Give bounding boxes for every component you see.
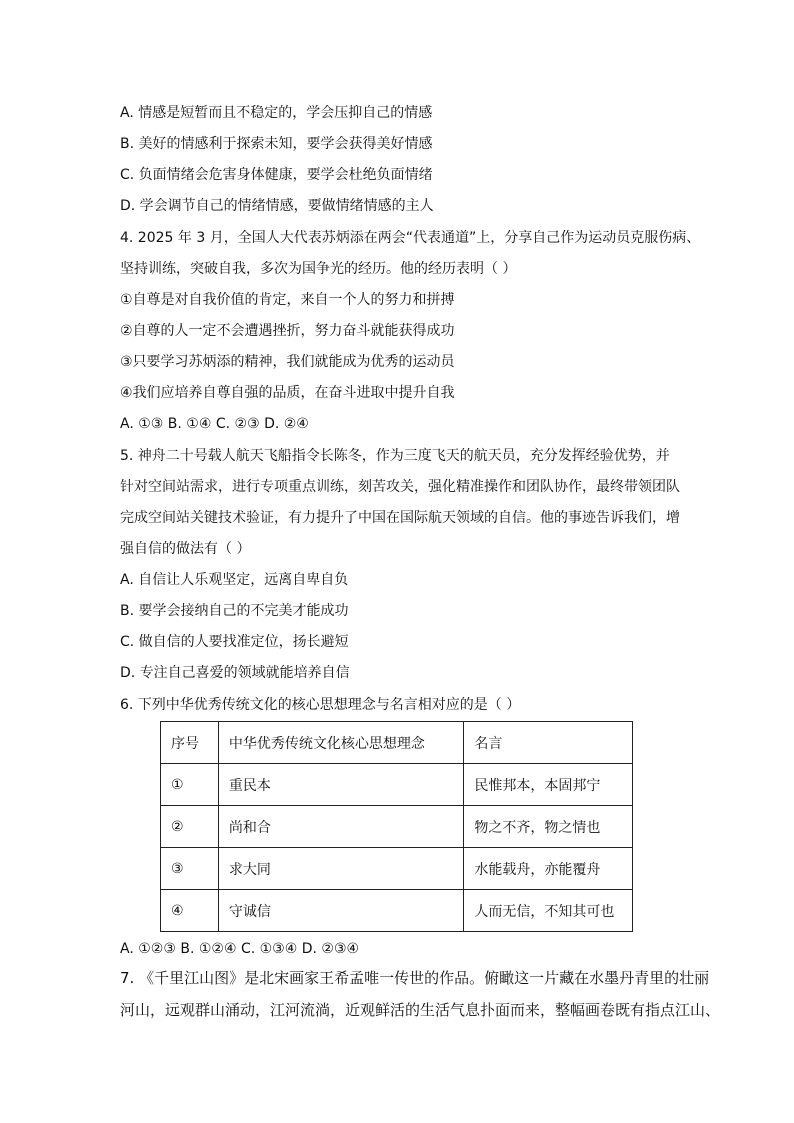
table-cell: ③ xyxy=(161,848,219,890)
q5-stem-line-2: 针对空间站需求，进行专项重点训练，刻苦攻关，强化精准操作和团队协作，最终带领团队 xyxy=(120,479,680,495)
q7-stem-line-1: 7. 《千里江山图》是北宋画家王希孟唯一传世的作品。俯瞰这一片藏在水墨丹青里的壮丽 xyxy=(120,969,710,987)
table-header-row xyxy=(161,722,633,764)
table-cell: 物之不齐，物之情也 xyxy=(464,806,633,848)
q5-stem-line-4: 强自信的做法有（ ） xyxy=(120,541,251,557)
q5-stem-line-1: 5. 神舟二十号载人航天飞船指令长陈冬，作为三度飞天的航天员，充分发挥经验优势，并 xyxy=(120,448,670,464)
table-header-cell: 名言 xyxy=(464,722,633,764)
q5-option-c: C. 做自信的人要找准定位，扬长避短 xyxy=(120,634,349,650)
q4-statement-3: ③只要学习苏炳添的精神，我们就能成为优秀的运动员 xyxy=(120,354,455,370)
table-row xyxy=(161,764,633,806)
q4-options: A. ①③ B. ①④ C. ②③ D. ②④ xyxy=(120,416,309,432)
table-cell: 民惟邦本，本固邦宁 xyxy=(464,764,633,806)
q3-option-a: A. 情感是短暂而且不稳定的，学会压抑自己的情感 xyxy=(120,105,433,121)
q3-option-c: C. 负面情绪会危害身体健康，要学会杜绝负面情绪 xyxy=(120,167,433,183)
q5-stem-line-3: 完成空间站关键技术验证，有力提升了中国在国际航天领域的自信。他的事迹告诉我们，增 xyxy=(120,510,680,526)
q5-option-b: B. 要学会接纳自己的不完美才能成功 xyxy=(120,603,349,619)
q3-option-b: B. 美好的情感利于探索未知，要学会获得美好情感 xyxy=(120,136,433,152)
table-cell: 重民本 xyxy=(218,764,463,806)
table-cell: ① xyxy=(161,764,219,806)
table-cell: 守诚信 xyxy=(218,890,463,932)
q4-stem-line-1: 4. 2025 年 3 月，全国人大代表苏炳添在两会“代表通道”上，分享自己作为运动员克服伤病、 xyxy=(120,230,701,246)
q6-options: A. ①②③ B. ①②④ C. ①③④ D. ②③④ xyxy=(120,941,360,957)
q6-table xyxy=(160,721,633,932)
q5-option-a: A. 自信让人乐观坚定，远离自卑自负 xyxy=(120,572,349,588)
table-cell: 水能载舟，亦能覆舟 xyxy=(464,848,633,890)
table-cell: 人而无信，不知其可也 xyxy=(464,890,633,932)
q4-statement-4: ④我们应培养自尊自强的品质，在奋斗进取中提升自我 xyxy=(120,385,455,401)
table-cell: ④ xyxy=(161,890,219,932)
table-row xyxy=(161,848,633,890)
table-row xyxy=(161,890,633,932)
table-row xyxy=(161,806,633,848)
table-header-cell: 中华优秀传统文化核心思想理念 xyxy=(218,722,463,764)
q6-stem: 6. 下列中华优秀传统文化的核心思想理念与名言相对应的是（ ） xyxy=(120,697,521,713)
table-cell: ② xyxy=(161,806,219,848)
q4-stem-line-2: 坚持训练，突破自我，多次为国争光的经历。他的经历表明（ ） xyxy=(120,261,517,277)
q4-statement-2: ②自尊的人一定不会遭遇挫折，努力奋斗就能获得成功 xyxy=(120,323,455,339)
q3-option-d: D. 学会调节自己的情绪情感，要做情绪情感的主人 xyxy=(120,198,434,214)
q7-stem-line-2: 河山，远观群山涌动，江河流淌，近观鲜活的生活气息扑面而来，整幅画卷既有指点江山、 xyxy=(120,1001,721,1019)
q5-option-d: D. 专注自己喜爱的领域就能培养自信 xyxy=(120,665,350,681)
q4-statement-1: ①自尊是对自我价值的肯定，来自一个人的努力和拼搏 xyxy=(120,292,455,308)
table-cell: 求大同 xyxy=(218,848,463,890)
table-header-cell: 序号 xyxy=(161,722,219,764)
table-cell: 尚和合 xyxy=(218,806,463,848)
